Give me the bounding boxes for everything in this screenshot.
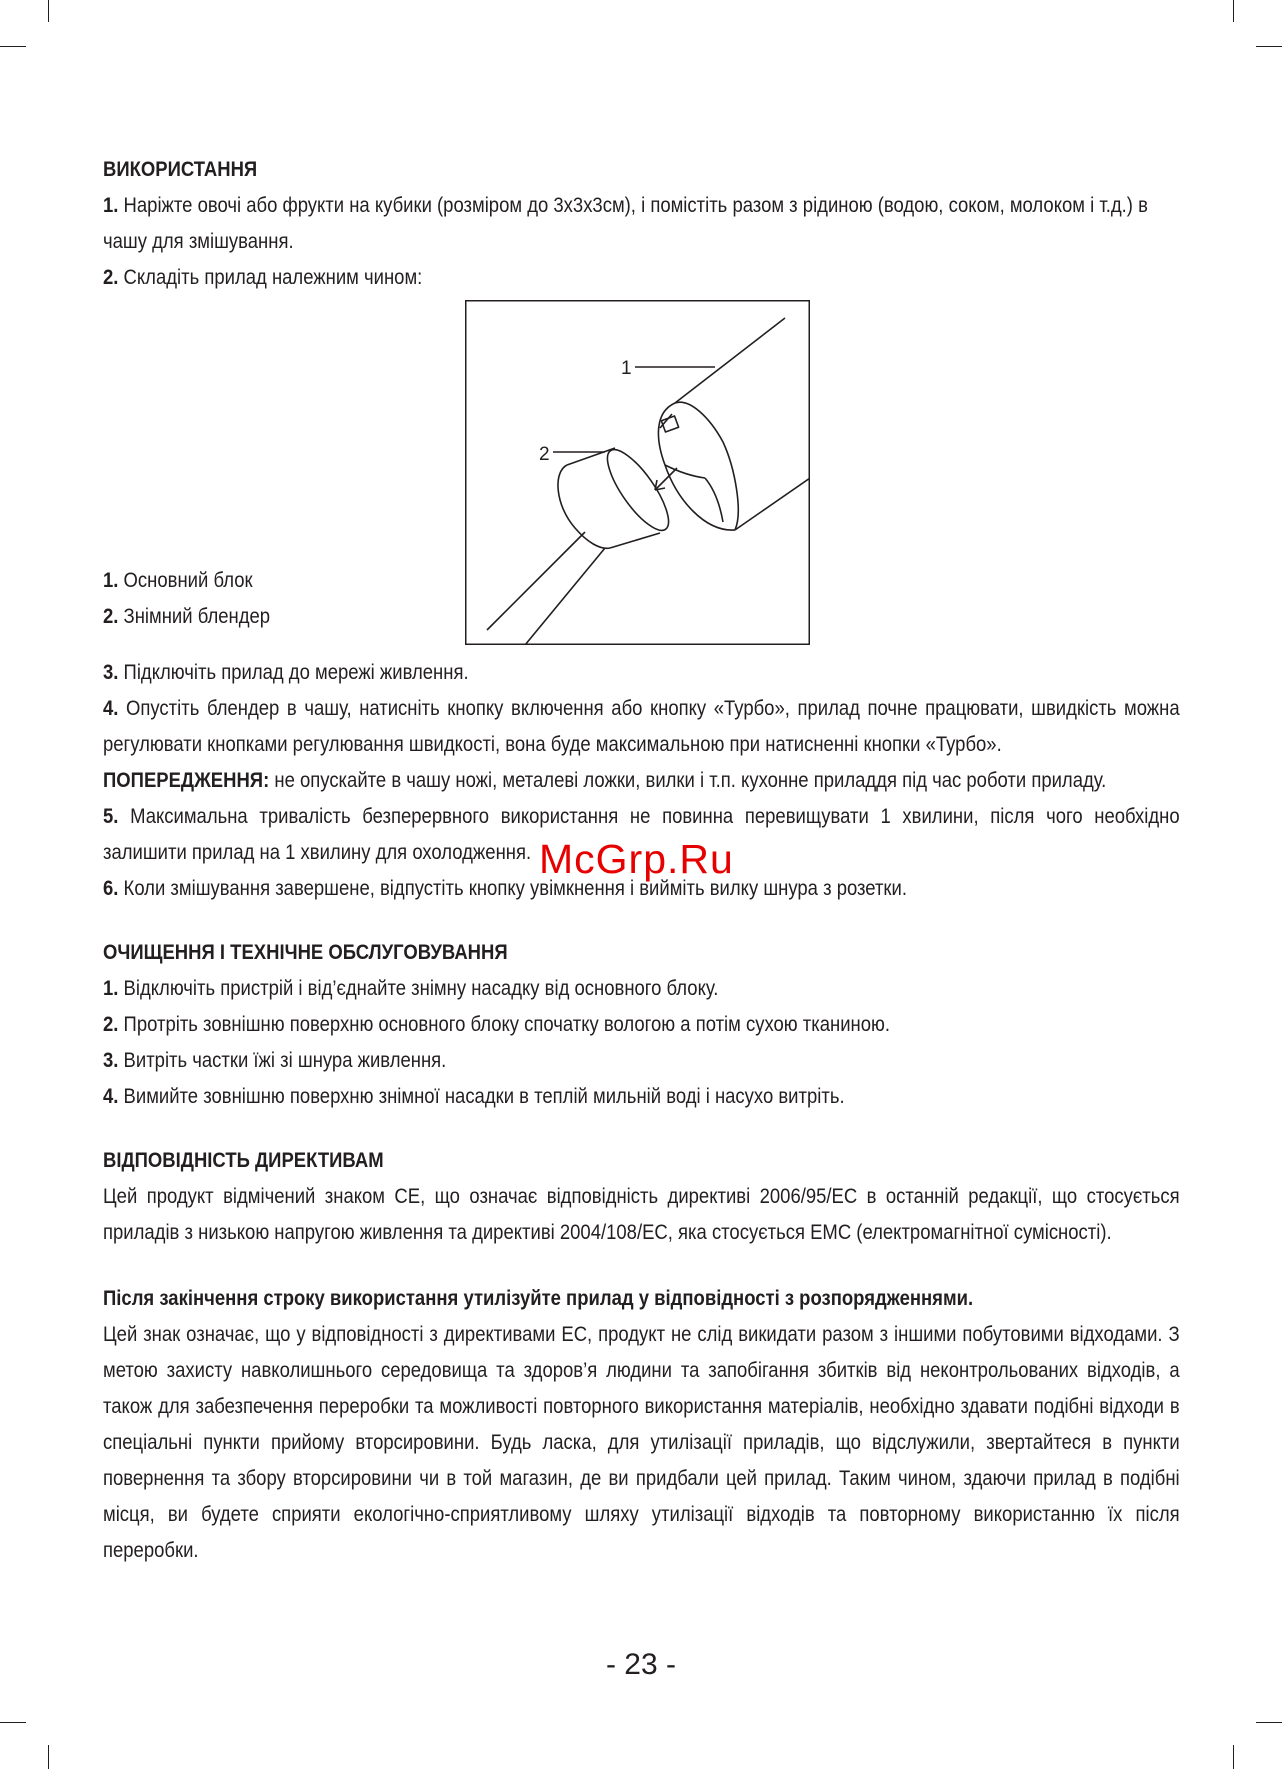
step-number: 3.	[103, 661, 119, 684]
legend-number: 1.	[103, 569, 119, 592]
item-number: 4.	[103, 1085, 119, 1108]
item-number: 3.	[103, 1049, 119, 1072]
disposal-text: Цей знак означає, що у відповідності з директивами ЕС, продукт не слід викидати разом з іншими побутовими відходами. З метою захисту навколишнього середовища та здоров’я людини та запобігання збитків від неконтрольованих відходів, а також для забезпечення переробки та можливості повторного використання матеріалів, необхідно здавати подібні відходи в спеціальні пункти прийому вторсировини. Будь ласка, для утилізації приладів, що відслужили, звертайтеся в пункти повернення та збору вторсировини чи в той магазин, де ви придбали цей прилад. Таким чином, здаючи прилад в подібні місця, ви будете сприяти екологічно-сприятливому шляху утилізації відходів та повторному використанню їх після переробки.	[103, 1323, 1180, 1562]
cleaning-item	[103, 1079, 1180, 1115]
item-text: Витріть частки їжі зі шнура живлення.	[118, 1049, 447, 1072]
usage-step-2	[103, 260, 1180, 296]
crop-mark	[0, 1722, 26, 1723]
legend-number: 2.	[103, 605, 119, 628]
step-number: 4.	[103, 697, 119, 720]
step-text: Коли змішування завершене, відпустіть кнопку увімкнення і вийміть вилку шнура з розетки.	[118, 877, 907, 900]
usage-step-1	[103, 188, 1180, 260]
warning-text: не опускайте в чашу ножі, металеві ложки, вилки і т.п. кухонне приладдя під час роботи приладу.	[269, 769, 1107, 792]
step-text: Опустіть блендер в чашу, натисніть кнопку включення або кнопку «Турбо», прилад почне працювати, швидкість можна регулювати кнопками регулювання швидкості, вона буде максимальною при натисненні кнопки «Турбо».	[103, 697, 1180, 756]
usage-title: ВИКОРИСТАННЯ	[103, 158, 258, 181]
crop-mark	[1233, 1745, 1234, 1769]
usage-warning	[103, 763, 1180, 799]
assembly-figure	[465, 300, 810, 645]
cleaning-item	[103, 971, 1180, 1007]
crop-mark	[1256, 1722, 1282, 1723]
usage-step-4	[103, 691, 1180, 763]
compliance-title: ВІДПОВІДНІСТЬ ДИРЕКТИВАМ	[103, 1149, 384, 1172]
step-number: 2.	[103, 266, 119, 289]
crop-mark	[48, 0, 49, 22]
step-text: Наріжте овочі або фрукти на кубики (розміром до 3х3х3см), і помістіть разом з рідиною (водою, соком, молоком і т.д.) в чашу для змішування.	[103, 194, 1148, 253]
legend-text: Знімний блендер	[118, 605, 271, 628]
figure-label-2: 2	[539, 444, 550, 465]
watermark: McGrp.Ru	[539, 836, 734, 882]
item-text: Відключіть пристрій і від’єднайте знімну насадку від основного блоку.	[118, 977, 719, 1000]
step-text: Підключіть прилад до мережі живлення.	[118, 661, 469, 684]
legend-text: Основний блок	[118, 569, 253, 592]
legend-item	[103, 599, 443, 635]
step-number: 5.	[103, 805, 119, 828]
step-number: 1.	[103, 194, 119, 217]
step-text: Максимальна тривалість безперервного використання не повинна перевищувати 1 хвилини, після чого необхідно залишити прилад на 1 хвилину для охолодження.	[103, 805, 1180, 864]
page-number: - 23 -	[605, 1648, 677, 1681]
usage-step-3	[103, 655, 1180, 691]
crop-mark	[1256, 46, 1282, 47]
item-number: 2.	[103, 1013, 119, 1036]
crop-mark	[48, 1745, 49, 1769]
cleaning-item	[103, 1043, 1180, 1079]
disposal-title: Після закінчення строку використання утилізуйте прилад у відповідності з розпорядженнями.	[103, 1287, 974, 1310]
step-text: Складіть прилад належним чином:	[118, 266, 423, 289]
cleaning-title: ОЧИЩЕННЯ І ТЕХНІЧНЕ ОБСЛУГОВУВАННЯ	[103, 941, 508, 964]
compliance-text: Цей продукт відмічений знаком CE, що означає відповідність директиві 2006/95/ЕС в останній редакції, що стосується приладів з низькою напругою живлення та директиві 2004/108/ЕС, яка стосується EMC (електромагнітної сумісності).	[103, 1185, 1180, 1244]
step-number: 6.	[103, 877, 119, 900]
item-text: Вимийте зовнішню поверхню знімної насадки в теплій мильній воді і насухо витріть.	[118, 1085, 845, 1108]
figure-row	[103, 296, 1180, 641]
figure-label-1: 1	[621, 358, 632, 379]
crop-mark	[0, 46, 26, 47]
blender-assembly-drawing	[465, 300, 810, 645]
cleaning-item	[103, 1007, 1180, 1043]
item-text: Протріть зовнішню поверхню основного блоку спочатку вологою а потім сухою тканиною.	[118, 1013, 891, 1036]
legend-item	[103, 563, 443, 599]
warning-label: ПОПЕРЕДЖЕННЯ:	[103, 769, 270, 792]
crop-mark	[1233, 0, 1234, 22]
figure-legend	[103, 563, 443, 635]
item-number: 1.	[103, 977, 119, 1000]
